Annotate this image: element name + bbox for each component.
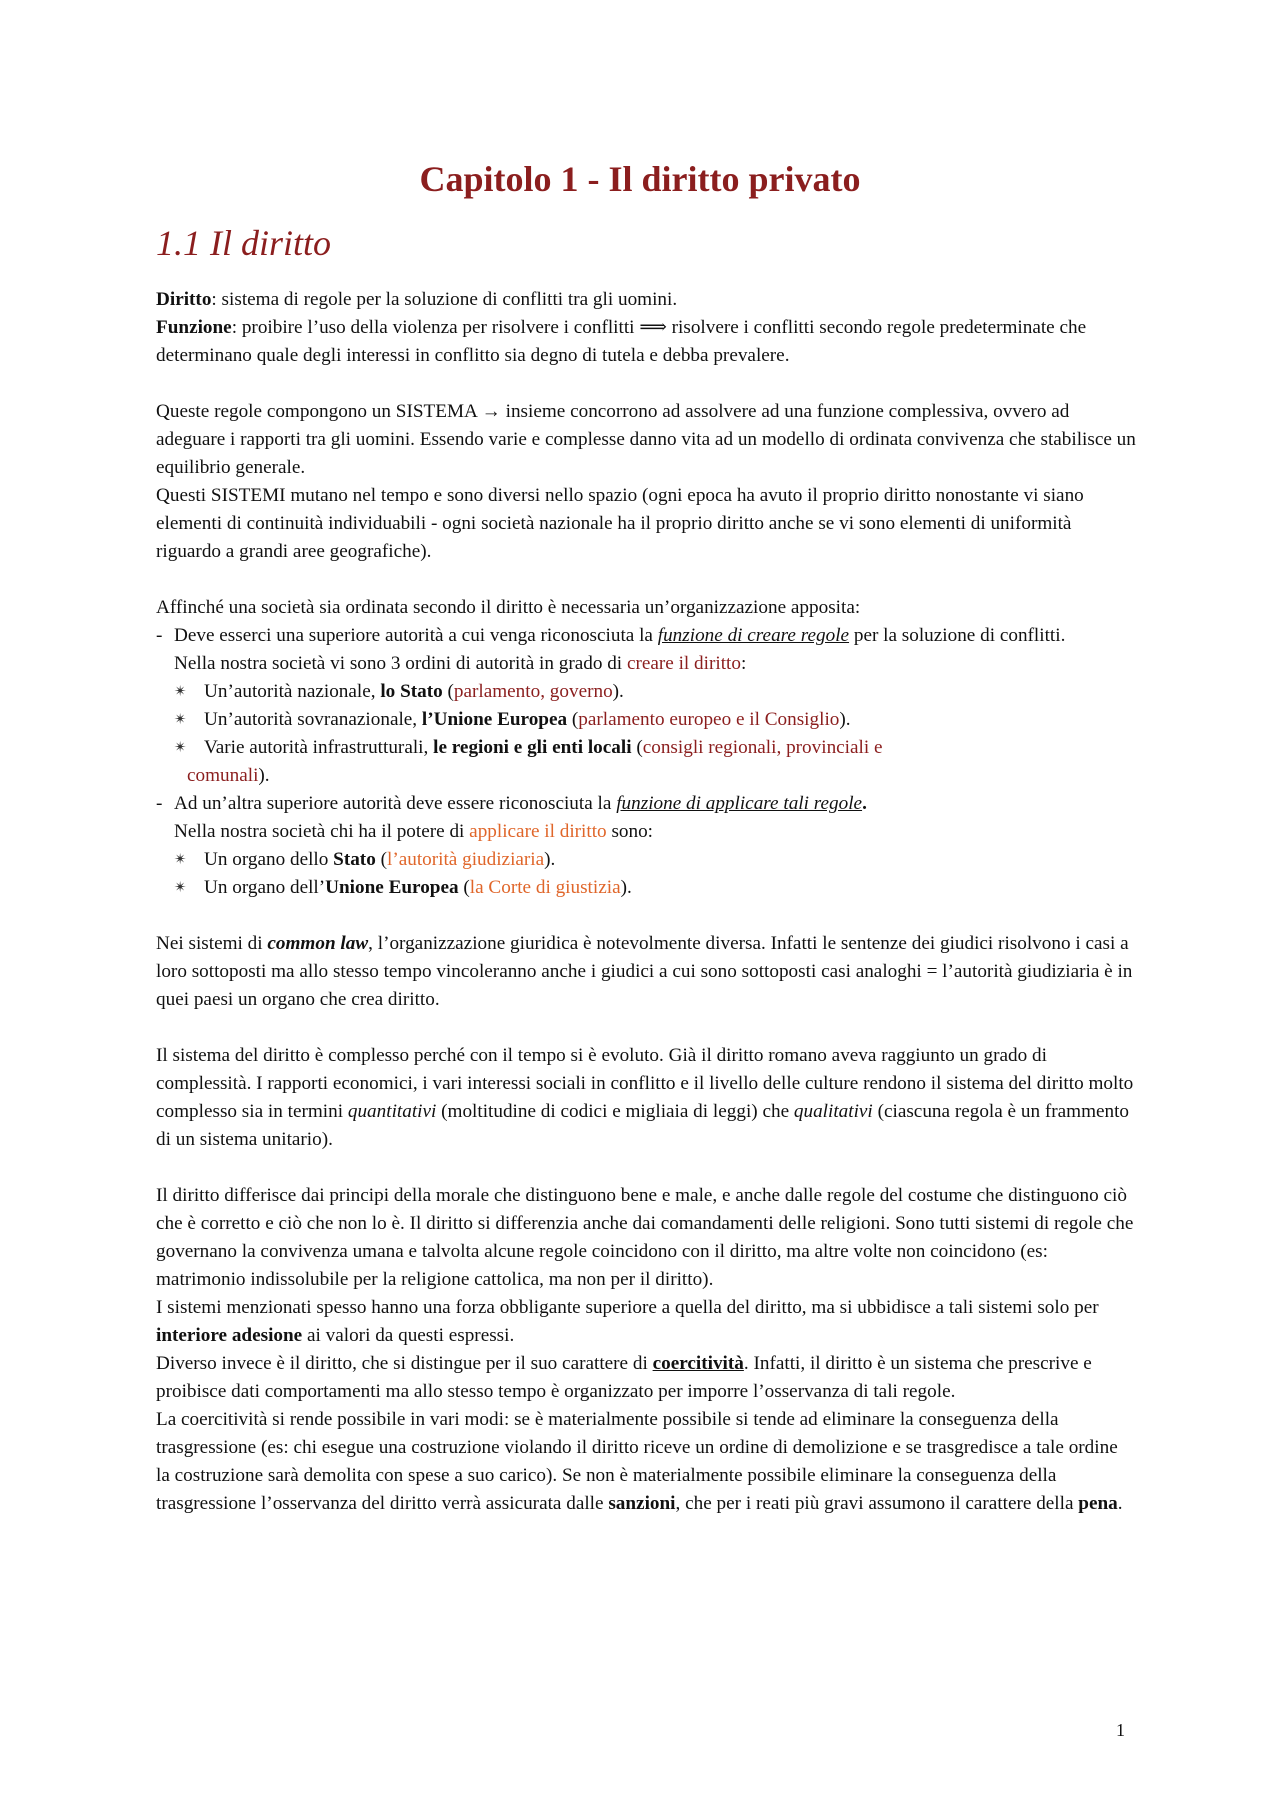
text: La coercitività si rende possibile in vari modi: se è materialmente possibile si tende ad eliminare la conseguenza della trasgressione (es: chi esegue una costruzione violando il diritto riceve un ordine di demolizione e se trasgredisce a tale ordine la costruzione sarà demolita con spese a suo carico). Se non è materialmente possibile eliminare la conseguenza della trasgressione l’osservanza del diritto verrà assicurata dalle <box>156 1409 1118 1514</box>
item-end: ). <box>258 765 270 786</box>
list-item-apply-rules <box>156 790 1136 818</box>
paragraph-adhesion <box>156 1294 1136 1350</box>
function-text: : proibire l’uso della violenza per risolvere i conflitti <box>231 317 640 338</box>
paragraph-common-law <box>156 930 1136 1014</box>
highlight-orange: applicare il diritto <box>469 821 607 842</box>
paragraph-function <box>156 314 1136 370</box>
term-diritto: Diritto <box>156 289 212 310</box>
item-text: Un organo dell’ <box>204 877 326 898</box>
highlight-red: parlamento europeo e il Consiglio <box>578 709 840 730</box>
item-text: Varie autorità infrastrutturali, <box>204 737 434 758</box>
star-item-organo-ue <box>156 874 1136 902</box>
list-text: Deve esserci una superiore autorità a cui venga riconosciuta la <box>174 625 658 646</box>
item-bold: Unione Europea <box>325 877 459 898</box>
highlight-orange: l’autorità giudiziaria <box>386 849 545 870</box>
arrow-right-icon: → <box>481 401 501 422</box>
item-paren: ( <box>458 877 470 898</box>
highlight-red: comunali <box>187 765 259 786</box>
underlined-phrase: funzione di applicare tali regole <box>616 793 863 814</box>
list-item-create-rules <box>156 622 1136 650</box>
paragraph-system <box>156 398 1136 482</box>
star-bullet-icon: ✴ <box>174 684 187 700</box>
term-quantitativi: quantitativi <box>347 1101 437 1122</box>
text: . <box>1117 1493 1123 1514</box>
system-text: Queste regole compongono un SISTEMA <box>156 401 482 422</box>
spacer <box>156 1014 1136 1042</box>
star-bullet-icon: ✴ <box>174 712 187 728</box>
list-subtext <box>156 818 1136 846</box>
dash-bullet: - <box>156 793 163 814</box>
item-text: Un’autorità sovranazionale, <box>204 709 422 730</box>
term-common-law: common law <box>267 933 369 954</box>
subtext: Nella nostra società chi ha il potere di <box>174 821 470 842</box>
star-item-stato <box>156 678 1136 706</box>
text: ai valori da questi espressi. <box>302 1325 515 1346</box>
page-number: 1 <box>1116 1720 1125 1740</box>
paragraph-complexity <box>156 1042 1136 1154</box>
item-paren: ( <box>375 849 387 870</box>
paragraph-morality: Il diritto differisce dai principi della morale che distinguono bene e male, e anche dalle regole del costume che distinguono ciò che è corretto e ciò che non lo è. Il diritto si differenzia anche dai comandamenti delle religioni. Sono tutti sistemi di regole che governano la convivenza umana e talvolta alcune regole coincidono con il diritto, ma altre volte non coincidono (es: matrimonio indissolubile per la religione cattolica, ma non per il diritto). <box>156 1185 1134 1290</box>
star-item-regioni <box>156 734 1136 762</box>
text: . Infatti, il diritto è un sistema che prescrive e proibisce dati comportamenti ma allo stesso tempo è organizzato per imporre l’osservanza di tali regole. <box>156 1353 1092 1402</box>
text: , che per i reati più gravi assumono il carattere della <box>675 1493 1079 1514</box>
item-paren: ( <box>631 737 643 758</box>
document-body <box>156 286 1136 1518</box>
item-paren: ( <box>442 681 454 702</box>
term-funzione: Funzione <box>156 317 232 338</box>
text: Nei sistemi di <box>156 933 268 954</box>
text: (moltitudine di codici e migliaia di leggi) che <box>436 1101 794 1122</box>
subtext-end: : <box>740 653 747 674</box>
list-text-end: . <box>862 793 867 814</box>
item-bold: le regioni e gli enti locali <box>433 737 632 758</box>
text: (ciascuna regola è un frammento di un sistema unitario). <box>156 1101 1130 1150</box>
text: Diverso invece è il diritto, che si distingue per il suo carattere di <box>156 1353 653 1374</box>
term-qualitativi: qualitativi <box>793 1101 873 1122</box>
term-interiore-adesione: interiore adesione <box>156 1325 303 1346</box>
item-end: ). <box>620 877 632 898</box>
item-paren: ( <box>567 709 579 730</box>
subtext: Nella nostra società vi sono 3 ordini di autorità in grado di <box>174 653 627 674</box>
definition-text: : sistema di regole per la soluzione di conflitti tra gli uomini. <box>211 289 678 310</box>
paragraph-definition <box>156 286 1136 314</box>
highlight-red: consigli regionali, provinciali e <box>642 737 883 758</box>
paragraph-organization: Affinché una società sia ordinata secondo il diritto è necessaria un’organizzazione apposita: <box>156 597 861 618</box>
spacer <box>156 370 1136 398</box>
item-bold: Stato <box>333 849 376 870</box>
star-bullet-icon: ✴ <box>174 852 187 868</box>
paragraph-coercivity <box>156 1350 1136 1406</box>
star-item-regioni-cont <box>156 762 1136 790</box>
item-bold: l’Unione Europea <box>421 709 568 730</box>
chapter-title: Capitolo 1 - Il diritto privato <box>419 159 861 199</box>
text: , l’organizzazione giuridica è notevolmente diversa. Infatti le sentenze dei giudici risolvono i casi a loro sottoposti ma allo stesso tempo vincoleranno anche i giudici a cui sono sottoposti casi analoghi = l’autorità giudiziaria è in quei paesi un organo che crea diritto. <box>156 933 1133 1010</box>
spacer <box>156 566 1136 594</box>
item-bold: lo Stato <box>380 681 443 702</box>
dash-bullet: - <box>156 625 163 646</box>
list-subtext <box>156 650 1136 678</box>
subtext-end: sono: <box>606 821 654 842</box>
term-pena: pena <box>1078 1493 1118 1514</box>
star-item-ue <box>156 706 1136 734</box>
item-end: ). <box>612 681 624 702</box>
system-text-end: insieme concorrono ad assolvere ad una funzione complessiva, ovvero ad adeguare i rapporti tra gli uomini. Essendo varie e complesse danno vita ad un modello di ordinata convivenza che stabilisce un equilibrio generale. <box>156 401 1136 478</box>
double-arrow-icon: ⟹ <box>639 317 667 338</box>
list-text-end: per la soluzione di conflitti. <box>849 625 1066 646</box>
paragraph-sanctions <box>156 1406 1136 1518</box>
spacer <box>156 902 1136 930</box>
paragraph-systems-change: Questi SISTEMI mutano nel tempo e sono diversi nello spazio (ogni epoca ha avuto il proprio diritto nonostante vi siano elementi di continuità individuabili - ogni società nazionale ha il proprio diritto anche se vi sono elementi di uniformità riguardo a grandi aree geografiche). <box>156 485 1084 562</box>
star-item-organo-stato <box>156 846 1136 874</box>
highlight-orange: la Corte di giustizia <box>469 877 621 898</box>
item-end: ). <box>839 709 851 730</box>
highlight-red: creare il diritto <box>626 653 741 674</box>
item-end: ). <box>544 849 556 870</box>
term-sanzioni: sanzioni <box>608 1493 676 1514</box>
item-text: Un organo dello <box>204 849 334 870</box>
list-text: Ad un’altra superiore autorità deve essere riconosciuta la <box>174 793 617 814</box>
text: I sistemi menzionati spesso hanno una forza obbligante superiore a quella del diritto, ma si ubbidisce a tali sistemi solo per <box>156 1297 1099 1318</box>
text: Il sistema del diritto è complesso perché con il tempo si è evoluto. Già il diritto romano aveva raggiunto un grado di complessità. I rapporti economici, i vari interessi sociali in conflitto e il livello delle culture rendono il sistema del diritto molto complesso sia in termini <box>156 1045 1134 1122</box>
function-text-end: risolvere i conflitti secondo regole predeterminate che determinano quale degli interessi in conflitto sia degno di tutela e debba prevalere. <box>156 317 1087 366</box>
star-bullet-icon: ✴ <box>174 740 187 756</box>
section-title: 1.1 Il diritto <box>156 223 332 263</box>
term-coercitivita: coercitività <box>652 1353 744 1374</box>
item-text: Un’autorità nazionale, <box>204 681 381 702</box>
star-bullet-icon: ✴ <box>174 880 187 896</box>
highlight-red: parlamento, governo <box>453 681 613 702</box>
spacer <box>156 1154 1136 1182</box>
underlined-phrase: funzione di creare regole <box>657 625 850 646</box>
